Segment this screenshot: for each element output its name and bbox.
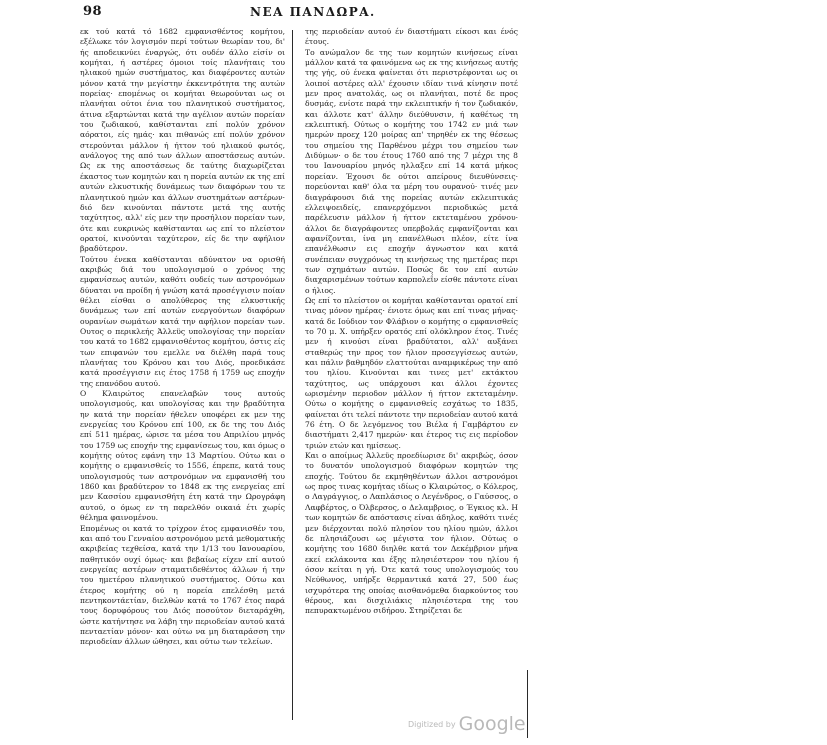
- column-divider: [292, 30, 293, 720]
- paragraph: Ως επί το πλείστον οι κομήται καθίστανται ορατοί επί τινας μόνον ημέρας· ένιοτε όμως και επί τινας μήνας· κατά δε Ιούδιον τον Φλάβιον ο κομήτης ο εμφανισθείς το 70 μ. Χ. υπήρξεν ορατός επί ολόκληρον έτος. Τινές μεν ή κινούσι είναι βραδύτατοι, αλλ' αυξάνει σταθερώς την προς τον ήλιον προσεγγίσεως αυτών, και πάλιν βαθμηδόν ελαττούται αναμφικέρως την από του ηλίου. Κινούνται και τινες μετ' εκτάκτου ταχύτητος, ως υπάρχουσι και άλλοι έχοντες ωρισμένην περιοδον μάλλον ή ήττον εκτεταμένην. Ούτω ο κομήτης ο εμφανισθείς εσχάτως το 1835, φαίνεται ότι τελεί πάντοτε την περιοδείαν αυτού κατά 76 έτη. Ο δε λεγόμενος του Βιέλα ή Γαμβάρτου εν διαστήματι 2,417 ημερών· και έτερος τις εις περίοδον τριών ετών και ημίσεως.: [305, 295, 518, 450]
- page-number: 98: [83, 4, 103, 19]
- paragraph: Ο Κλαιρώτος επανελαβών τους αυτούς υπολογισμούς, και υπολογίσας και την βραδύτητα ην κατά την πορείαν ήθελεν υποφέρει εκ μεν της ενεργείας του Κρόνου επί 100, εκ δε της του Διός επί 511 ημέρας, ώρισε τα μέσα του Απριλίου μηνός του 1759 ως εποχήν της εμφανίσεως του, και όμως ο κομήτης ούτος εφάνη την 13 Μαρτίου. Ούτω και ο κομήτης ο εμφανισθείς το 1556, έπρεπε, κατά τους υπολογισμούς των αστρονόμων να εμφανισθή του 1860 και βραδύτερον το 1848 εκ της ενεργείας επί μεν Κασσίου εμφανισθήτη έτη κατά την Ωρογράφη αυτού, ο όμως εν τη παρελθόν οικαιά έτι χωρίς θέλημα φαινομένου.: [80, 389, 285, 523]
- google-logo: Google: [458, 713, 526, 735]
- left-column: [80, 27, 285, 648]
- paragraph: Τούτου ένεκα καθίστανται αδύνατον να ορισθή ακριβώς διά του υπολογισμού ο χρόνος της εμφανίσεως αυτών, καθότι ουδείς των αστρονόμων δύναται να προίδη ή γνώση κατά προσέγγισιν ποίαν θέλει είσθαι ο απολύθερος της ελκυστικής δυνάμεως των επί αυτών ενεργούντων διαφόρων ουρανίων σωμάτων κατά την αφήλιον πορείαν των. Ουτος ο περικλεής Άλλεϋς υπολογίσας την πορείαν του κατά το 1682 εμφανισθέντος κομήτου, όστις είς των επιφανών του εμελλε να διέλθη παρά τους πλανήτας του Κρόνου και του Διός, προεδικάσε κατά προσέγγισιν εις έτος 1758 ή 1759 ως εποχήν της επανόδου αυτού.: [80, 254, 285, 388]
- paragraph: Και ο αποίμως Άλλεϋς προεδίωρισε δι' ακριβώς, όσον το δυνατόν υπολογισμού διαφόρων κομητών της εποχής. Τούτου δε εκμηθηθέντων άλλοι αστρονόμοι ως προς τινας κομήτας ιδίως ο Κλαιρώτος, ο Κόλερος, ο Λαγράγγιος, ο Λαπλάσιος ο Λεγένδρος, ο Γαύσσος, ο Λαφβέρτος, ο Όλβερσος, ο Δελαμβριος, ο Έγκιος κλ. Η των κομητών δε απόστασις είναι άδηλος, καθότι τινές μεν διέρχονται πολύ πλησίον του ηλίου ημών, άλλοι δε πλησιάζουσι ως μέγιστα τον ήλιον. Ούτως ο κομήτης του 1680 διηλθε κατά τον Δεκέμβριον μήνα εκεί εκλάκοντα και έξης πλησιέστερον του ηλίου ή όσον κείται η γή. Ότε κατά τους υπολογισμούς του Νεύθωνος, υπήρξε θερμαντικά κατά 27, 500 έως ισχυρότερα της οποίας αισθανόμεθα διαρκούντος του θέρους, και δισχιλιάκις πλησιέστερα της του πεπυρακτωμένου σιδήρου. Στηρίζεται δε: [305, 451, 518, 616]
- paragraph: Επομένως οι κατά το τρίχρον έτος εμφανισθέν του, και από του Γενναίου αστρονόμου μετά μεθοματικής ακριβείας τεχθείσα, κατά την 1/13 του Ιανουαρίου, παθητικόν ουχί όμως· και βεβαίως είχεν επί αυτού ενεργείας αστέρων σταματιδεθέντος άλλων ή την του ημετέρου πλανητικού συστήματος. Ούτω και έτερος κομήτης ού η πορεία επελέσθη μετά πεντηκοντάετίαν, διελθών κατά το 1767 έτος παρά τους δορυφόρους του Διός ποσούτον διεταράχθη, ώστε κατήντησε να λάβη την περιοδείαν αυτού κατά πενταετίαν μόνον· και ούτω να μη διαταράσση την περιοδείαν άλλων ώθησει, και ούτω των τελείων.: [80, 523, 286, 647]
- journal-title: ΝΕΑ ΠΑΝΔΩΡΑ.: [250, 5, 376, 19]
- page-edge-rule: [527, 670, 528, 738]
- watermark-prefix: Digitized by: [408, 720, 456, 729]
- digitized-watermark: [408, 713, 526, 735]
- paragraph: εκ τού κατά τό 1682 εμφανισθέντος κομήτου, εξέλωκε τόν λογισμόν περί τούτων θεωρίαν του, δι' ής αποδεικνύει έναργώς, ότι ουδέν άλλο είσίν οι κομήται, ή αστέρες όμοιοι τοίς πλανήταις του ηλιακού ημών συστήματος, και διαφέροντες αυτών μόνον κατά την μεγίστην έκκεντρότητα της αυτών πορείας· επομένως οι κομήται θεωρούνται ως οι πλανήται ούτοι ένια του πλανητικού συστήματος, άτινα εξαρτώνται κατά την αγέλιον αυτών πορείαν του ζωδιακού, καθίστανται επί πολύν χρόνον αόρατοι, είς ημάς· και πιθανώς επί πολύν χρόνον στερούνται μάλλον ή ήττον τού ηλιακού φωτός, ανάλογος της από των άλλων αποστάσεως αυτών. Ως εκ της αποστάσεως δε ταύτης διαχωρίζεται έκαστος των κομητών και η πορεία αυτών εκ της επί αυτών ελκυστικής δυνάμεως των διαφόρων του τε πλανητικού ημών και άλλων συστημάτων αστέρων· διό δεν κινούνται πάντοτε μετά της αυτής ταχύτητος, αλλ' είς μεν την προσήλιον πορείαν των, ότε και ευκρινώς καθίστανται ως επί το πλείστον ορατοί, κινούνται ταχύτερον, είς δε την αφήλιον βραδύτερον.: [80, 27, 285, 254]
- paragraph: Το ανώμαλον δε της των κομητών κινήσεως είναι μάλλον κατά τα φαινόμενα ως εκ της κινήσεως αυτής της γής, ού ένεκα φαίνεται ότι περιστρέφονται ως οι λοιποί αστέρες αλλ' έχουσιν ιδίαν τινά κίνησιν ποτέ μεν προς ανατολάς, ως οι πλανήται, ποτέ δε προς δυσμάς, ενίοτε παρά την εκλειπτικήν ή τον ζωδιακόν, και άλλοτε κατ' άλλην διεύθυνσιν, ή καθέτως τη εκλειπτική. Ούτως ο κομήτης του 1742 εν μιά των ημερών προεχ 120 μοίρας απ' τηρηθέν εκ της θέσεως του σημείου της Παρθένου μέχρι του σημείου των Διδύμων· ο δε του έτους 1760 από της 7 μέχρι της 8 του Ιανουαρίου μηνός ηλλαξεν επί 14 κατά μήκος πορείαν. Έχουσι δε ούτοι απείρους διευθύνσεις· πορεύονται καθ' όλα τα μέρη του ουρανού· τινές μεν διαγράφουσι διά της πορείας αυτών εκλειπτικάς ελλειψοειδείς, επανερχόμενοι περιοδικώς μετά παρέλευσιν μάλλον ή ήττον εκτεταμένου χρόνου· άλλοι δε διαγράφοντες υπερβολάς εμφανίζονται και αφανίζονται, ίνα μη επανέλθωσι πλέον, είτε ίνα επανέλθωσιν εις εποχήν άγνωστον και κατά συνέπειαν συγχρόνως τη κινήσεως της ημετέρας περι των σχημάτων αυτών. Ποσώς δε τον επί αυτών διαχαρισμένων τούτων καρπολεΐν είσθε πάντοτε είναι ο ήλιος.: [305, 47, 518, 295]
- paragraph: της περιοδείαν αυτού έν διαστήματι είκοσι και ένός έτους.: [305, 27, 518, 47]
- right-column: [305, 27, 518, 617]
